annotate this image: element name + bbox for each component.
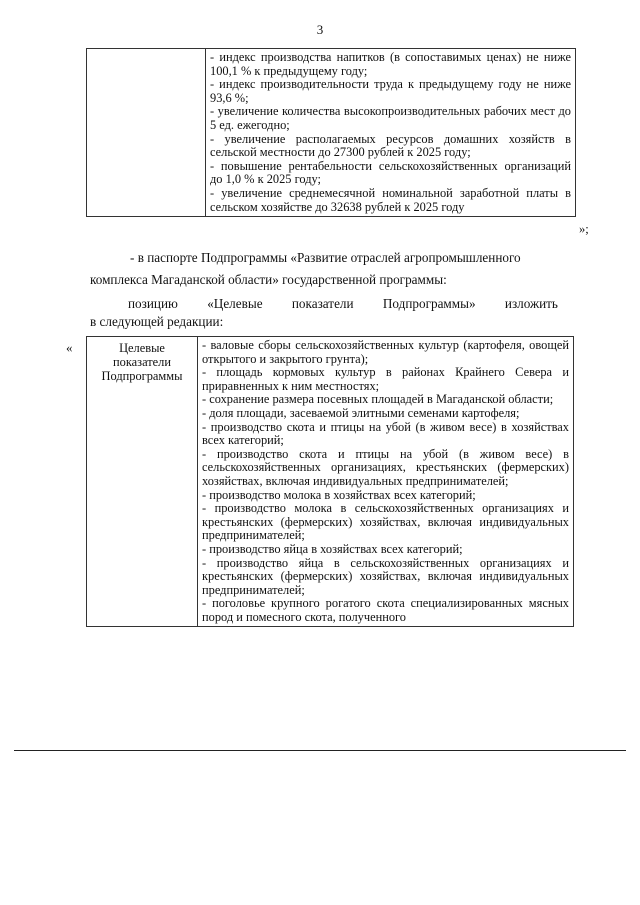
table1-item: - повышение рентабельности сельскохозяйственных организаций до 1,0 % к 2025 году; [210,158,571,187]
paragraph-edition: в следующей редакции: [90,314,224,329]
table2-item: - производство молока в сельскохозяйственных организациях и крестьянских (фермерских) хозяйствах, включая индивидуальных предпринимателей; [202,501,569,543]
table2-item: - площадь кормовых культур в районах Крайнего Севера и приравненных к ним местностях; [202,365,569,393]
table2-left-cell: Целевые показатели Подпрограммы [87,337,198,627]
table2-item: - доля площади, засеваемой элитными семенами картофеля; [202,405,520,420]
table2-item: - производство яйца в хозяйствах всех категорий; [202,541,463,556]
table2-item: - производство скота и птицы на убой (в живом весе) в сельскохозяйственных организациях, крестьянских (фермерских) хозяйствах, включая индивидуальных предпринимателей; [202,446,569,488]
table2-right-cell [198,337,574,627]
table2-item: - производство яйца в сельскохозяйственных организациях и крестьянских (фермерских) хозяйствах, включая индивидуальных предпринимателей; [202,555,569,597]
table1-item: - индекс производительности труда к предыдущему году не ниже 93,6 %; [210,77,571,105]
paragraph-word: позицию [128,296,178,311]
table2-item: - поголовье крупного рогатого скота специализированных мясных пород и помесного скота, полученного [202,596,569,624]
footer-divider [14,750,626,751]
paragraph-subprogram-passport: - в паспорте Подпрограммы «Развитие отраслей агропромышленного [130,250,521,265]
table1-item: - увеличение количества высокопроизводительных рабочих мест до 5 ед. ежегодно; [210,104,571,132]
table1-item: - индекс производства напитков (в сопоставимых ценах) не ниже 100,1 % к предыдущему году; [210,50,571,78]
opening-quote-mark: « [66,340,73,355]
paragraph-word: «Целевые [207,296,263,311]
table2-item: - валовые сборы сельскохозяйственных культур (картофеля, овощей открытого и закрытого грунта); [202,338,569,366]
indicators-table-continued [86,48,576,217]
paragraph-word: изложить [504,296,558,311]
table1-left-cell [87,49,206,217]
table2-item: - сохранение размера посевных площадей в Магаданской области; [202,392,554,407]
paragraph-position [128,296,558,312]
subprogram-indicators-table [86,336,574,627]
table2-item: - производство молока в хозяйствах всех категорий; [202,487,476,502]
paragraph-word: Подпрограммы» [382,296,476,311]
table1-right-cell [206,49,576,217]
table2-item: - производство скота и птицы на убой (в живом весе) в хозяйствах всех категорий; [202,419,569,448]
page-number: 3 [316,22,324,37]
closing-quote-mark: »; [579,222,589,236]
table1-item: - увеличение среднемесячной номинальной заработной платы в сельском хозяйстве до 32638 рублей к 2025 году [210,185,571,214]
paragraph-word: показатели [291,296,354,311]
paragraph-subprogram-passport-cont: комплекса Магаданской области» государственной программы: [90,272,447,287]
table1-item: - увеличение располагаемых ресурсов домашних хозяйств в сельской местности до 27300 рублей к 2025 году; [210,131,571,160]
